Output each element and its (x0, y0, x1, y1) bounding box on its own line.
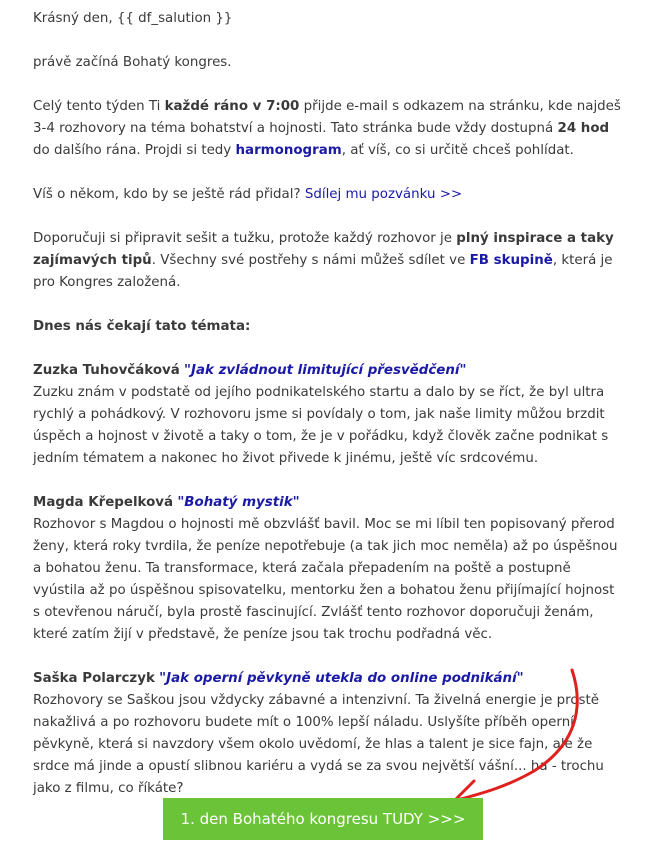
invite-text: Víš o někom, kdo by se ještě rád přidal? (33, 187, 305, 202)
speaker-block (33, 360, 623, 470)
schedule-text-c: přijde e-mail s odkazem na stránku, kde najdeš 3-4 rozhovory na téma bohatství a hojnosti. Tato stránka bude vždy dostupná (33, 99, 621, 136)
email-body (33, 8, 623, 822)
speaker-name: Magda Křepelková (33, 495, 174, 510)
speaker-name: Zuzka Tuhovčáková (33, 363, 180, 378)
invite-paragraph (33, 184, 623, 206)
speaker-header (33, 668, 623, 690)
schedule-text-f: , ať víš, co si určitě chceš pohlídat. (341, 143, 574, 158)
schedule-text-e: do dalšího rána. Projdi si tedy (33, 143, 236, 158)
share-invite-link[interactable]: Sdílej mu pozvánku >> (304, 187, 463, 202)
schedule-time: každé ráno v 7:00 (164, 99, 300, 114)
speaker-name: Saška Polarczyk (33, 671, 155, 686)
harmonogram-link-label[interactable]: harmonogram (235, 143, 342, 158)
harmonogram-link[interactable] (236, 143, 342, 158)
topics-heading-label: Dnes nás čekají tato témata: (33, 319, 251, 334)
talk-title: "Bohatý mystik" (177, 495, 300, 510)
intro-text: právě začíná Bohatý kongres. (33, 55, 232, 70)
greeting: Krásný den, {{ df_salution }} (33, 11, 233, 26)
speaker-header (33, 492, 623, 514)
speaker-description: Rozhovory se Saškou jsou vždycky zábavné a intenzivní. Ta živelná energie je prostě nakažlivá a po rozhovoru budete mít o 100% lepší náladu. Uslyšíte příběh operní pěvkyně, která si navzdory všem okolo uvědomí, že hlas a talent je sice fajn, ale že srdce má jinde a opustí slibnou kariéru a vydá se za svou největší vášní... ha - trochu jako z filmu, co říkáte? (33, 693, 604, 796)
notebook-paragraph (33, 228, 623, 294)
talk-title: "Jak operní pěvkyně utekla do online podnikání" (159, 671, 524, 686)
speaker-block (33, 492, 623, 646)
schedule-paragraph (33, 96, 623, 162)
speaker-description: Rozhovor s Magdou o hojnosti mě obzvlášť bavil. Moc se mi líbil ten popisovaný přerod ženy, která roky tvrdila, že peníze nepotřebuje (a tak jich moc neměla) až po úspěšnou a bohatou ženu. Ta transformace, která začala přepadením na poště a postupně vyústila až po úspěšnou spisovatelku, mentorku žen a bohatou ženu přijímající hojnost s otevřenou náručí, byla prostě fascinující. Zvlášť tento rozhovor doporučuji ženám, které zatím žijí v představě, že peníze jsou tak trochu podřadná věc. (33, 517, 618, 642)
schedule-text-a: Celý tento týden Ti (33, 99, 165, 114)
speaker-block (33, 668, 623, 800)
talk-title: "Jak zvládnout limitující přesvědčení" (184, 363, 467, 378)
cta-button[interactable]: 1. den Bohatého kongresu TUDY >>> (163, 798, 483, 840)
speaker-header (33, 360, 623, 382)
fb-group-link[interactable] (470, 253, 553, 268)
speaker-description: Zuzku znám v podstatě od jejího podnikatelského startu a dalo by se říct, že byl ultra rychlý a pohádkový. V rozhovoru jsme si povídaly o tom, jak naše limity můžou brzdit úspěch a hojnost v životě a taky o tom, že je v pořádku, když člověk začne podnikat s jedním tématem a nakonec ho život přivede k jinému, ještě víc srdcovému. (33, 385, 609, 466)
notebook-text-a: Doporučuji si připravit sešit a tužku, protože každý rozhovor je (33, 231, 457, 246)
notebook-text-c: . Všechny své postřehy s námi můžeš sdílet ve (151, 253, 470, 268)
schedule-hours: 24 hod (557, 121, 610, 136)
notebook-text-d: , která je pro Kongres založená. (33, 253, 613, 290)
fb-group-link-label[interactable]: FB skupině (469, 253, 553, 268)
notebook-highlight: plný inspirace a taky zajímavých tipů (33, 231, 614, 268)
topics-heading (33, 316, 623, 338)
